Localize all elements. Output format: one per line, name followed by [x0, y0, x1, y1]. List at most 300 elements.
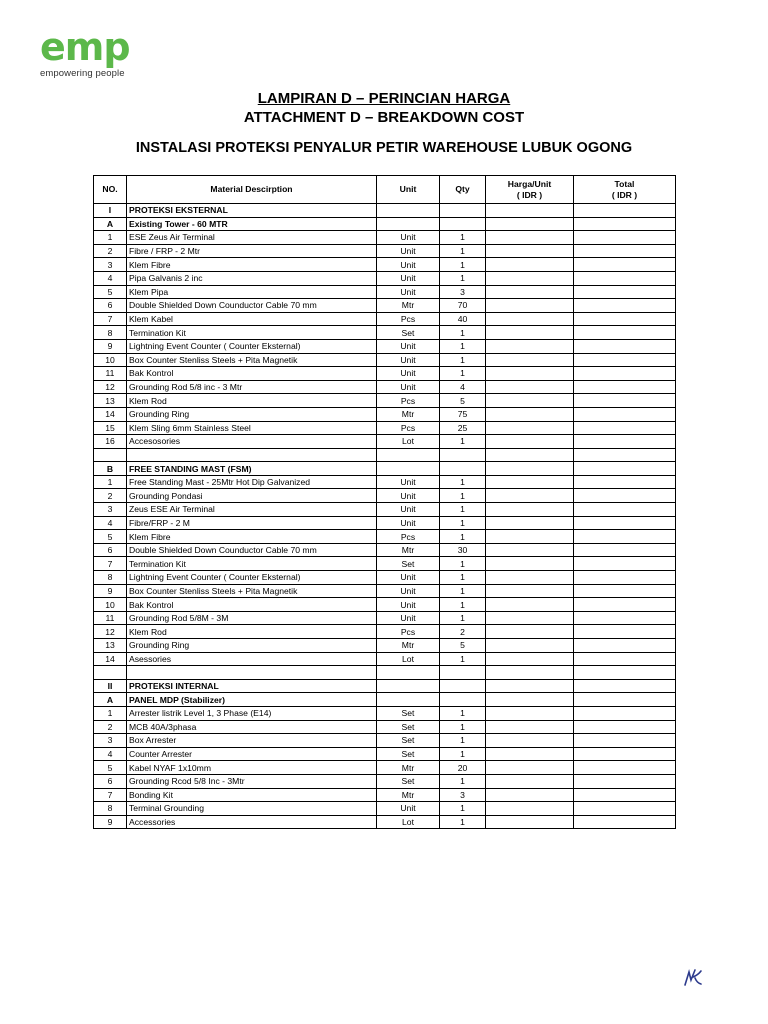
cell-unit-price [486, 693, 574, 707]
cell-total [574, 720, 676, 734]
cell-qty: 75 [440, 407, 486, 421]
cell-qty: 1 [440, 353, 486, 367]
cell-no: 1 [94, 231, 127, 245]
cell-description: Free Standing Mast - 25Mtr Hot Dip Galvanized [127, 475, 377, 489]
cell-description: Double Shielded Down Counductor Cable 70 mm [127, 543, 377, 557]
cell-unit: Unit [377, 339, 440, 353]
cell-total [574, 543, 676, 557]
table-row [94, 407, 676, 421]
cell-no: 7 [94, 557, 127, 571]
cell-total [574, 367, 676, 381]
cell-description: Bak Kontrol [127, 367, 377, 381]
cell-no [94, 666, 127, 680]
cell-no: 8 [94, 802, 127, 816]
cell-description: Terminal Grounding [127, 802, 377, 816]
cell-no: I [94, 204, 127, 218]
cell-description: Grounding Rod 5/8 inc - 3 Mtr [127, 380, 377, 394]
table-row [94, 720, 676, 734]
header-unit-price [486, 176, 574, 204]
cell-total [574, 312, 676, 326]
table-row [94, 611, 676, 625]
cell-description: Accessories [127, 815, 377, 829]
cell-unit [377, 693, 440, 707]
cell-unit: Unit [377, 353, 440, 367]
table-row [94, 652, 676, 666]
table-row [94, 353, 676, 367]
cell-unit: Unit [377, 802, 440, 816]
table-row [94, 679, 676, 693]
cell-qty: 3 [440, 788, 486, 802]
cell-unit [377, 666, 440, 680]
cell-unit: Set [377, 706, 440, 720]
cell-qty: 1 [440, 489, 486, 503]
table-row [94, 543, 676, 557]
cell-qty: 1 [440, 557, 486, 571]
cell-no: 5 [94, 761, 127, 775]
cell-qty: 1 [440, 774, 486, 788]
cell-total [574, 571, 676, 585]
cell-unit: Pcs [377, 312, 440, 326]
table-row [94, 367, 676, 381]
cell-total [574, 299, 676, 313]
cell-unit: Mtr [377, 407, 440, 421]
cell-no: 11 [94, 611, 127, 625]
cell-description: Bonding Kit [127, 788, 377, 802]
cell-no: 2 [94, 489, 127, 503]
table-row [94, 815, 676, 829]
cell-unit: Unit [377, 271, 440, 285]
cell-no: 1 [94, 475, 127, 489]
cell-total [574, 815, 676, 829]
cell-unit-price [486, 244, 574, 258]
cell-unit: Pcs [377, 421, 440, 435]
header-description: Material Descirption [127, 176, 377, 204]
cell-unit-price [486, 516, 574, 530]
cell-no: 6 [94, 774, 127, 788]
cell-unit-price [486, 489, 574, 503]
table-row [94, 380, 676, 394]
cell-unit [377, 448, 440, 462]
header-unit-price-currency: ( IDR ) [516, 189, 543, 200]
table-row [94, 503, 676, 517]
table-row [94, 204, 676, 218]
table-row [94, 761, 676, 775]
cell-total [574, 353, 676, 367]
cell-unit: Unit [377, 258, 440, 272]
cell-qty: 1 [440, 516, 486, 530]
cell-unit-price [486, 639, 574, 653]
cell-qty: 1 [440, 367, 486, 381]
cell-qty [440, 679, 486, 693]
breakdown-cost-table [93, 175, 676, 829]
cell-qty [440, 693, 486, 707]
cell-qty: 20 [440, 761, 486, 775]
cell-unit: Unit [377, 285, 440, 299]
cell-description [127, 666, 377, 680]
cell-unit-price [486, 367, 574, 381]
cell-total [574, 734, 676, 748]
cell-qty: 4 [440, 380, 486, 394]
table-row [94, 462, 676, 476]
cell-no: 2 [94, 244, 127, 258]
cell-unit-price [486, 326, 574, 340]
cell-total [574, 516, 676, 530]
cell-qty: 1 [440, 339, 486, 353]
cell-total [574, 244, 676, 258]
cell-unit-price [486, 774, 574, 788]
cell-unit: Unit [377, 598, 440, 612]
cell-description: PROTEKSI INTERNAL [127, 679, 377, 693]
table-row [94, 625, 676, 639]
cell-qty: 1 [440, 271, 486, 285]
cell-description: Klem Rod [127, 625, 377, 639]
cell-unit-price [486, 761, 574, 775]
title-line-1: LAMPIRAN D – PERINCIAN HARGA [257, 90, 511, 107]
cell-no: 4 [94, 516, 127, 530]
cell-total [574, 788, 676, 802]
cell-total [574, 747, 676, 761]
table-row [94, 312, 676, 326]
cell-unit: Mtr [377, 788, 440, 802]
cell-unit-price [486, 625, 574, 639]
cell-unit-price [486, 299, 574, 313]
logo-wordmark: emp [40, 25, 130, 69]
cell-total [574, 271, 676, 285]
table-row [94, 299, 676, 313]
cell-unit-price [486, 543, 574, 557]
cell-unit [377, 462, 440, 476]
cell-description: Termination Kit [127, 557, 377, 571]
cell-unit-price [486, 666, 574, 680]
cell-qty: 1 [440, 611, 486, 625]
table-row [94, 339, 676, 353]
cell-description: Accesosories [127, 435, 377, 449]
cell-unit: Mtr [377, 761, 440, 775]
cell-total [574, 706, 676, 720]
cell-qty: 5 [440, 639, 486, 653]
cell-no: 8 [94, 326, 127, 340]
cell-no: B [94, 462, 127, 476]
company-logo [40, 25, 130, 79]
cell-qty: 1 [440, 231, 486, 245]
cell-unit: Pcs [377, 530, 440, 544]
cell-unit-price [486, 258, 574, 272]
cell-no: 4 [94, 271, 127, 285]
table-row [94, 639, 676, 653]
cell-total [574, 802, 676, 816]
cell-unit: Unit [377, 489, 440, 503]
cell-unit-price [486, 584, 574, 598]
cell-description: Klem Sling 6mm Stainless Steel [127, 421, 377, 435]
cell-unit: Pcs [377, 394, 440, 408]
cell-qty: 1 [440, 503, 486, 517]
cell-description: PANEL MDP (Stabilizer) [127, 693, 377, 707]
cell-unit: Unit [377, 611, 440, 625]
cell-qty: 1 [440, 720, 486, 734]
cell-description: Existing Tower - 60 MTR [127, 217, 377, 231]
cell-qty: 25 [440, 421, 486, 435]
cell-unit: Unit [377, 367, 440, 381]
table-row [94, 747, 676, 761]
table-row [94, 244, 676, 258]
cell-unit-price [486, 571, 574, 585]
cell-qty: 1 [440, 326, 486, 340]
cell-qty: 1 [440, 435, 486, 449]
cell-qty: 40 [440, 312, 486, 326]
cell-no: 3 [94, 734, 127, 748]
table-row [94, 734, 676, 748]
cell-description: FREE STANDING MAST (FSM) [127, 462, 377, 476]
cell-description: Arrester listrik Level 1, 3 Phase (E14) [127, 706, 377, 720]
cell-unit: Set [377, 734, 440, 748]
cell-qty: 1 [440, 598, 486, 612]
cell-unit: Pcs [377, 625, 440, 639]
cell-unit-price [486, 231, 574, 245]
cell-no: 6 [94, 299, 127, 313]
cell-total [574, 557, 676, 571]
cell-description: Kabel NYAF 1x10mm [127, 761, 377, 775]
cell-description: Lightning Event Counter ( Counter Eksternal) [127, 571, 377, 585]
cell-unit: Set [377, 774, 440, 788]
table-row [94, 557, 676, 571]
cell-total [574, 204, 676, 218]
cell-description: Zeus ESE Air Terminal [127, 503, 377, 517]
cell-unit-price [486, 394, 574, 408]
cell-unit-price [486, 462, 574, 476]
cell-unit-price [486, 598, 574, 612]
cell-total [574, 231, 676, 245]
initials-mark-icon [682, 966, 704, 988]
cell-total [574, 339, 676, 353]
table-row [94, 693, 676, 707]
table-row [94, 516, 676, 530]
cell-total [574, 530, 676, 544]
cell-unit: Unit [377, 380, 440, 394]
cell-description: Fibre / FRP - 2 Mtr [127, 244, 377, 258]
cell-unit: Unit [377, 503, 440, 517]
cell-description: Klem Rod [127, 394, 377, 408]
cell-description: ESE Zeus Air Terminal [127, 231, 377, 245]
table-row [94, 258, 676, 272]
logo-tagline: empowering people [40, 68, 125, 79]
cell-description [127, 448, 377, 462]
cell-unit: Mtr [377, 299, 440, 313]
cell-unit-price [486, 815, 574, 829]
cell-unit: Lot [377, 815, 440, 829]
cell-no: II [94, 679, 127, 693]
cell-total [574, 611, 676, 625]
cell-total [574, 693, 676, 707]
cell-total [574, 394, 676, 408]
cell-description: Grounding Rod 5/8M - 3M [127, 611, 377, 625]
cell-description: Grounding Ring [127, 639, 377, 653]
cell-no: 4 [94, 747, 127, 761]
cell-unit: Unit [377, 516, 440, 530]
cell-unit-price [486, 503, 574, 517]
cell-description: Grounding Ring [127, 407, 377, 421]
header-total-label: Total [614, 178, 635, 189]
cell-total [574, 598, 676, 612]
cell-description: Lightning Event Counter ( Counter Eksternal) [127, 339, 377, 353]
table-row [94, 231, 676, 245]
cell-total [574, 489, 676, 503]
table-body [94, 204, 676, 829]
table-row [94, 788, 676, 802]
cell-description: Klem Pipa [127, 285, 377, 299]
cell-total [574, 761, 676, 775]
cell-total [574, 448, 676, 462]
cell-total [574, 639, 676, 653]
cell-unit-price [486, 312, 574, 326]
cell-total [574, 462, 676, 476]
table-row [94, 448, 676, 462]
cell-qty: 3 [440, 285, 486, 299]
cell-no: 12 [94, 625, 127, 639]
cell-unit: Lot [377, 652, 440, 666]
cell-description: Asessories [127, 652, 377, 666]
cell-qty [440, 204, 486, 218]
cell-unit: Unit [377, 584, 440, 598]
cell-unit-price [486, 802, 574, 816]
table-row [94, 584, 676, 598]
cell-no: 5 [94, 285, 127, 299]
cell-unit-price [486, 285, 574, 299]
cell-qty: 1 [440, 258, 486, 272]
cell-unit-price [486, 788, 574, 802]
cell-no: 16 [94, 435, 127, 449]
cell-qty: 1 [440, 571, 486, 585]
header-unit-price-label: Harga/Unit [507, 178, 552, 189]
cell-no: 7 [94, 788, 127, 802]
cell-unit-price [486, 611, 574, 625]
cell-qty: 5 [440, 394, 486, 408]
cell-unit: Unit [377, 231, 440, 245]
cell-unit-price [486, 720, 574, 734]
cell-no: 9 [94, 339, 127, 353]
table-row [94, 435, 676, 449]
cell-description: Pipa Galvanis 2 inc [127, 271, 377, 285]
cell-description: MCB 40A/3phasa [127, 720, 377, 734]
cell-total [574, 584, 676, 598]
cell-no: 13 [94, 394, 127, 408]
cell-unit: Unit [377, 244, 440, 258]
cell-unit: Set [377, 747, 440, 761]
cell-unit-price [486, 475, 574, 489]
cell-no: 8 [94, 571, 127, 585]
cell-total [574, 285, 676, 299]
cell-unit: Mtr [377, 543, 440, 557]
cell-unit [377, 679, 440, 693]
cell-unit: Unit [377, 571, 440, 585]
cell-no: 9 [94, 584, 127, 598]
cell-unit-price [486, 530, 574, 544]
cell-unit-price [486, 679, 574, 693]
table-row [94, 326, 676, 340]
cell-total [574, 421, 676, 435]
cell-unit-price [486, 407, 574, 421]
cell-unit: Lot [377, 435, 440, 449]
cell-unit-price [486, 706, 574, 720]
cell-no: 13 [94, 639, 127, 653]
cell-unit-price [486, 271, 574, 285]
document-title-block [0, 89, 768, 127]
table-row [94, 774, 676, 788]
cell-qty [440, 448, 486, 462]
header-qty: Qty [440, 176, 486, 204]
cell-qty: 1 [440, 475, 486, 489]
cell-qty: 1 [440, 652, 486, 666]
cell-qty: 1 [440, 584, 486, 598]
cell-unit-price [486, 421, 574, 435]
cell-no: 7 [94, 312, 127, 326]
cell-unit [377, 217, 440, 231]
cell-description: PROTEKSI EKSTERNAL [127, 204, 377, 218]
cell-total [574, 652, 676, 666]
cell-no: 3 [94, 258, 127, 272]
cell-unit-price [486, 734, 574, 748]
cell-description: Klem Fibre [127, 530, 377, 544]
cell-no: 15 [94, 421, 127, 435]
table-row [94, 421, 676, 435]
cell-qty: 30 [440, 543, 486, 557]
document-subtitle: INSTALASI PROTEKSI PENYALUR PETIR WAREHOUSE LUBUK OGONG [135, 140, 633, 156]
cell-total [574, 407, 676, 421]
cell-qty: 1 [440, 815, 486, 829]
cell-description: Double Shielded Down Counductor Cable 70 mm [127, 299, 377, 313]
cell-qty: 2 [440, 625, 486, 639]
cell-description: Fibre/FRP - 2 M [127, 516, 377, 530]
table-row [94, 598, 676, 612]
cell-total [574, 435, 676, 449]
cell-description: Box Arrester [127, 734, 377, 748]
cell-no: 9 [94, 815, 127, 829]
cell-qty: 1 [440, 734, 486, 748]
cell-unit-price [486, 435, 574, 449]
cell-qty: 1 [440, 244, 486, 258]
table-row [94, 489, 676, 503]
cell-total [574, 326, 676, 340]
cell-description: Termination Kit [127, 326, 377, 340]
cell-no: 3 [94, 503, 127, 517]
cell-qty: 70 [440, 299, 486, 313]
cell-unit-price [486, 204, 574, 218]
cell-total [574, 380, 676, 394]
cell-description: Grounding Pondasi [127, 489, 377, 503]
cell-unit-price [486, 747, 574, 761]
header-no: NO. [94, 176, 127, 204]
title-line-2: ATTACHMENT D – BREAKDOWN COST [243, 109, 525, 126]
cell-qty: 1 [440, 802, 486, 816]
cell-unit-price [486, 339, 574, 353]
cell-qty [440, 666, 486, 680]
header-unit: Unit [377, 176, 440, 204]
cell-unit-price [486, 448, 574, 462]
cell-no: 5 [94, 530, 127, 544]
cell-description: Grounding Rcod 5/8 Inc - 3Mtr [127, 774, 377, 788]
cell-unit: Set [377, 326, 440, 340]
cell-description: Counter Arrester [127, 747, 377, 761]
table-row [94, 530, 676, 544]
header-total [574, 176, 676, 204]
table-row [94, 706, 676, 720]
cell-no: A [94, 217, 127, 231]
cell-no: 10 [94, 353, 127, 367]
cell-qty [440, 462, 486, 476]
table-row [94, 666, 676, 680]
cell-total [574, 217, 676, 231]
cell-qty: 1 [440, 747, 486, 761]
cell-no: 11 [94, 367, 127, 381]
